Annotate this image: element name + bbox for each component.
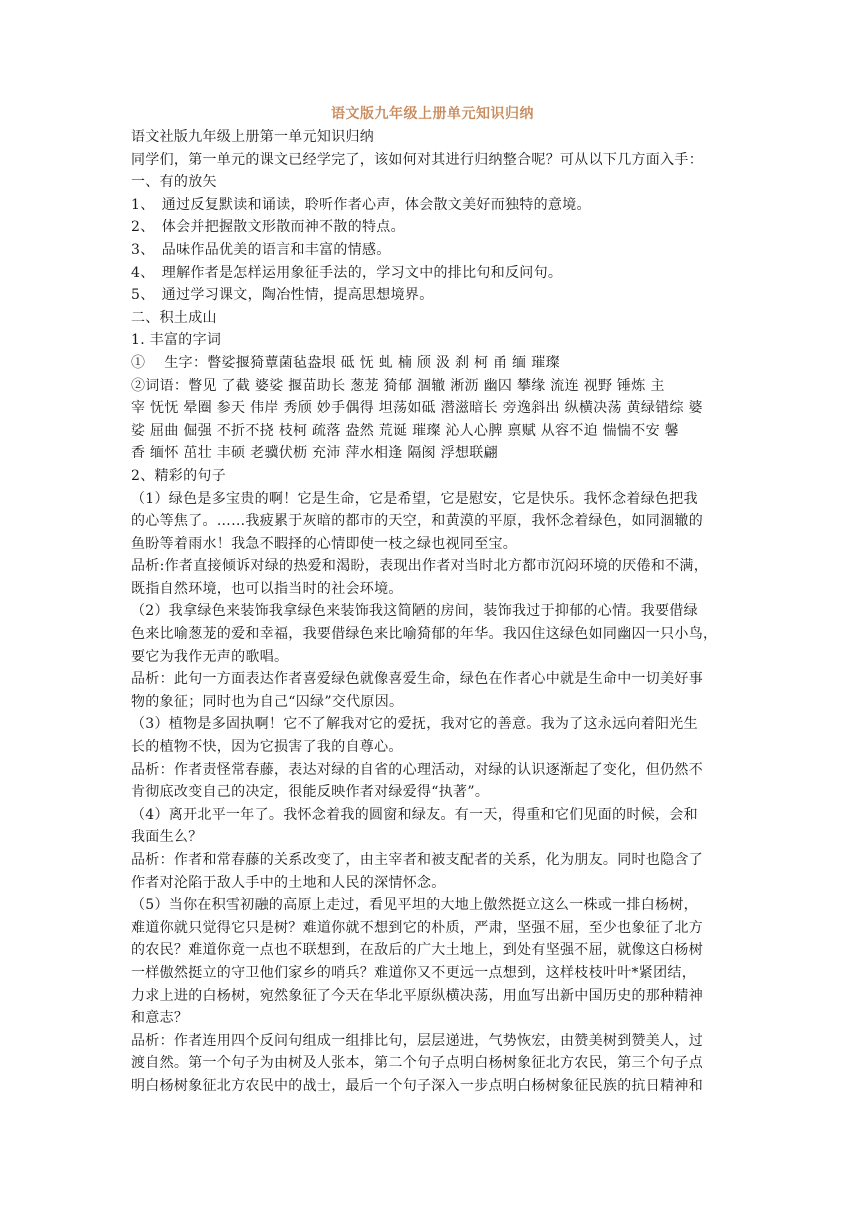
text-line: 宰 怃怃 晕圈 参天 伟岸 秀颀 妙手偶得 坦荡如砥 潜滋暗长 旁逸斜出 纵横决荡 黄绿错综 婆 <box>131 400 703 417</box>
text-line: 4、 理解作者是怎样运用象征手法的，学习文中的排比句和反问句。 <box>131 264 563 281</box>
text-line: 品析：作者连用四个反问句组成一组排比句，层层递进，气势恢宏，由赞美树到赞美人，过 <box>131 1032 703 1049</box>
text-line: 色来比喻葱茏的爱和幸福，我要借绿色来比喻猗郁的年华。我囚住这绿色如同幽囚一只小鸟， <box>131 626 718 643</box>
text-line: 要它为我作无声的歌唱。 <box>131 648 289 665</box>
text-line: ① 生字：瞥娑揠猗蕈菌毡盎垠 砥 怃 虬 楠 颀 汲 刹 柯 甬 缅 璀璨 <box>131 354 560 371</box>
text-line: 的心等焦了。……我疲累于灰暗的都市的天空，和黄漠的平原，我怀念着绿色，如同涸辙的 <box>131 513 703 530</box>
text-line: 既指自然环境，也可以指当时的社会环境。 <box>131 580 403 597</box>
text-line: 品析：作者责怪常春藤，表达对绿的自省的心理活动，对绿的认识逐渐起了变化，但仍然不 <box>131 761 703 778</box>
text-line: （5）当你在积雪初融的高原上走过，看见平坦的大地上傲然挺立这么一株或一排白杨树， <box>131 897 698 914</box>
text-line: 3、 品味作品优美的语言和丰富的情感。 <box>131 241 391 258</box>
text-line: ②词语：瞥见 了截 婆娑 揠苗助长 葱茏 猗郁 涸辙 淅沥 幽囚 攀缘 流连 视野 锤炼 主 <box>131 377 665 394</box>
text-line: 明白杨树象征北方农民中的战士，最后一个句子深入一步点明白杨树象征民族的抗日精神和 <box>131 1077 703 1094</box>
text-line: （1）绿色是多宝贵的啊！它是生命，它是希望，它是慰安，它是快乐。我怀念着绿色把我 <box>131 490 698 507</box>
text-line: 鱼盼等着雨水！我急不暇择的心情即使一枝之绿也视同至宝。 <box>131 535 518 552</box>
text-line: 物的象征；同时也为自己“囚绿”交代原因。 <box>131 693 404 710</box>
text-line: 一、有的放矢 <box>131 174 217 191</box>
text-line: 我面生么？ <box>131 829 203 846</box>
text-line: 品析：此句一方面表达作者喜爱绿色就像喜爱生命，绿色在作者心中就是生命中一切美好事 <box>131 671 703 688</box>
text-line: （4）离开北平一年了。我怀念着我的圆窗和绿友。有一天，得重和它们见面的时候，会和 <box>131 806 698 823</box>
text-line: 作者对沦陷于敌人手中的土地和人民的深情怀念。 <box>131 874 446 891</box>
text-line: 1、 通过反复默读和诵读，聆听作者心声，体会散文美好而独特的意境。 <box>131 196 591 213</box>
text-line: 娑 屈曲 倔强 不折不挠 枝柯 疏落 盎然 荒诞 璀璨 沁人心脾 禀赋 从容不迫 惴惴不安 馨 <box>131 422 679 439</box>
text-line: 5、 通过学习课文，陶冶性情，提高思想境界。 <box>131 287 434 304</box>
text-line: （3）植物是多固执啊！它不了解我对它的爱抚，我对它的善意。我为了这永远向着阳光生 <box>131 716 698 733</box>
text-line: 同学们，第一单元的课文已经学完了，该如何对其进行归纳整合呢？可从以下几方面入手： <box>131 151 703 168</box>
text-line: 语文社版九年级上册第一单元知识归纳 <box>131 129 375 145</box>
text-line: 1. 丰富的字词 <box>131 332 222 349</box>
text-line: （2）我拿绿色来装饰我拿绿色来装饰我这简陋的房间，装饰我过于抑郁的心情。我要借绿 <box>131 603 698 620</box>
text-line: 品析:作者直接倾诉对绿的热爱和渴盼，表现出作者对当时北方都市沉闷环境的厌倦和不满， <box>131 558 709 575</box>
text-line: 香 缅怀 茁壮 丰硕 老骥伏枥 充沛 萍水相逢 隔阂 浮想联翩 <box>131 445 498 462</box>
text-line: 力求上进的白杨树，宛然象征了今天在华北平原纵横决荡，用血写出新中国历史的那种精神 <box>131 987 703 1004</box>
text-line: 2、 体会并把握散文形散而神不散的特点。 <box>131 219 405 236</box>
text-line: 长的植物不快，因为它损害了我的自尊心。 <box>131 739 403 756</box>
text-line: 肯彻底改变自己的决定，很能反映作者对绿爱得“执著”。 <box>131 784 490 801</box>
text-line: 的农民？难道你竟一点也不联想到，在敌后的广大土地上，到处有坚强不屈，就像这白杨树 <box>131 942 703 959</box>
document-title: 语文版九年级上册单元知识归纳 <box>331 106 534 122</box>
text-line: 渡自然。第一个句子为由树及人张本，第二个句子点明白杨树象征北方农民，第三个句子点 <box>131 1055 703 1072</box>
text-line: 品析：作者和常春藤的关系改变了，由主宰者和被支配者的关系，化为朋友。同时也隐含了 <box>131 852 703 868</box>
text-line: 一样傲然挺立的守卫他们家乡的哨兵？难道你又不更远一点想到，这样枝枝叶叶*紧团结， <box>131 964 696 981</box>
document-body <box>131 126 734 1098</box>
text-line: 二、积土成山 <box>131 309 217 326</box>
text-line: 2、精彩的句子 <box>131 467 227 484</box>
text-line: 难道你就只觉得它只是树？难道你就不想到它的朴质，严肃，坚强不屈，至少也象征了北方 <box>131 919 703 936</box>
text-line: 和意志？ <box>131 1010 189 1027</box>
